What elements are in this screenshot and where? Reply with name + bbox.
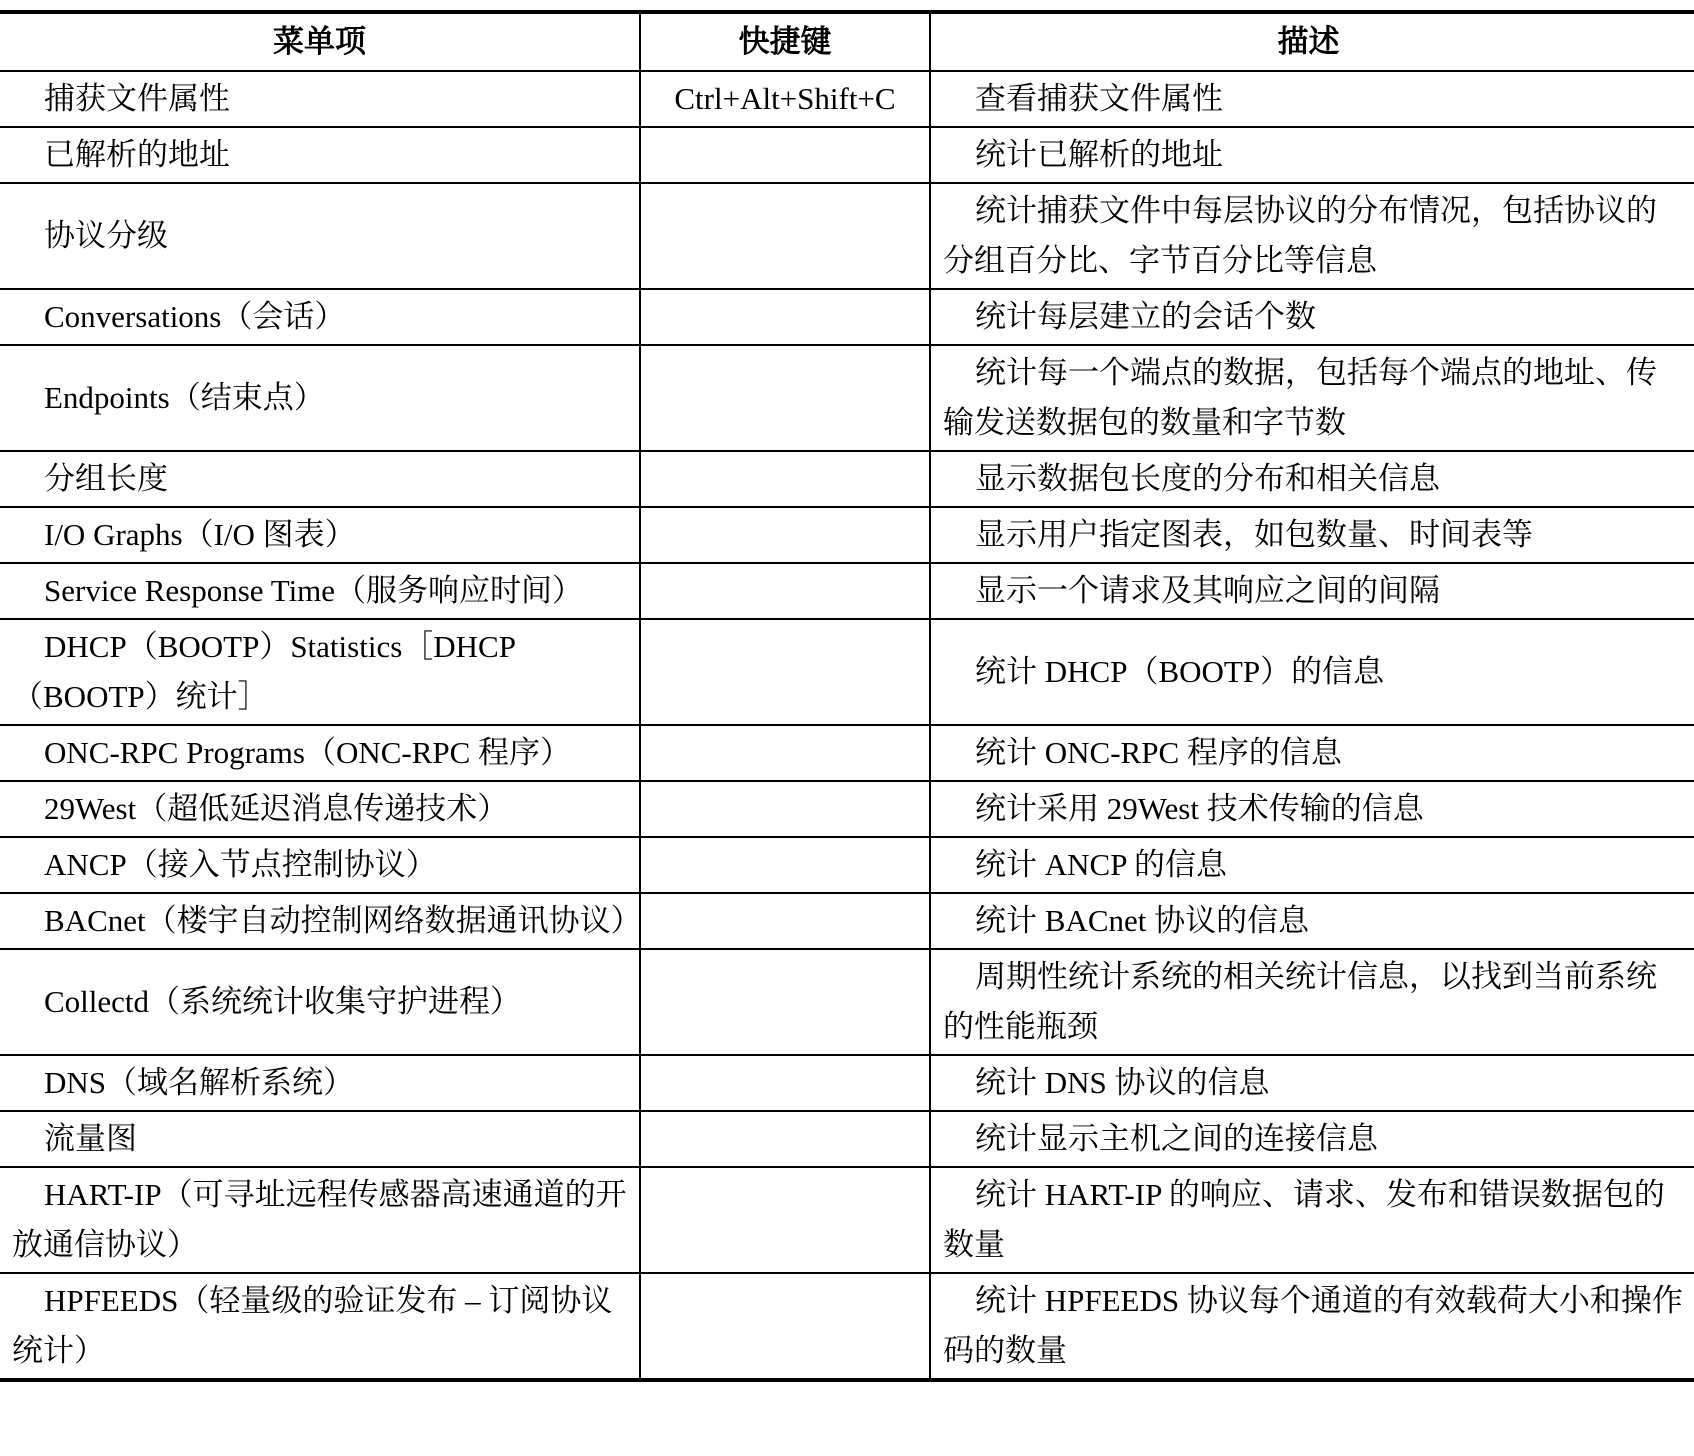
table-row xyxy=(0,893,1694,949)
table-row xyxy=(0,1273,1694,1380)
description-cell: 统计每层建立的会话个数 xyxy=(930,289,1694,345)
table-row xyxy=(0,949,1694,1055)
description-cell: 统计采用 29West 技术传输的信息 xyxy=(930,781,1694,837)
table-row xyxy=(0,1111,1694,1167)
shortcut-cell xyxy=(640,949,930,1055)
shortcut-cell xyxy=(640,345,930,451)
shortcut-cell xyxy=(640,1111,930,1167)
menu-item-cell: 29West（超低延迟消息传递技术） xyxy=(0,781,640,837)
shortcut-cell xyxy=(640,1273,930,1380)
table-header-row xyxy=(0,12,1694,71)
description-cell: 统计每一个端点的数据，包括每个端点的地址、传输发送数据包的数量和字节数 xyxy=(930,345,1694,451)
description-cell: 统计 BACnet 协议的信息 xyxy=(930,893,1694,949)
shortcut-cell xyxy=(640,725,930,781)
description-cell: 统计捕获文件中每层协议的分布情况，包括协议的分组百分比、字节百分比等信息 xyxy=(930,183,1694,289)
table-row xyxy=(0,183,1694,289)
description-cell: 查看捕获文件属性 xyxy=(930,71,1694,127)
menu-item-cell: HPFEEDS（轻量级的验证发布 – 订阅协议统计） xyxy=(0,1273,640,1380)
header-shortcut: 快捷键 xyxy=(640,12,930,71)
menu-item-cell: DNS（域名解析系统） xyxy=(0,1055,640,1111)
table-row xyxy=(0,781,1694,837)
shortcut-cell xyxy=(640,1055,930,1111)
menu-item-cell: BACnet（楼宇自动控制网络数据通讯协议） xyxy=(0,893,640,949)
table-row xyxy=(0,289,1694,345)
table-row xyxy=(0,1167,1694,1273)
header-menu-item: 菜单项 xyxy=(0,12,640,71)
table-row xyxy=(0,1055,1694,1111)
description-cell: 统计已解析的地址 xyxy=(930,127,1694,183)
table-row xyxy=(0,451,1694,507)
menu-item-cell: HART-IP（可寻址远程传感器高速通道的开放通信协议） xyxy=(0,1167,640,1273)
shortcut-cell xyxy=(640,563,930,619)
table-row xyxy=(0,619,1694,725)
description-cell: 统计 ANCP 的信息 xyxy=(930,837,1694,893)
description-cell: 统计 HPFEEDS 协议每个通道的有效载荷大小和操作码的数量 xyxy=(930,1273,1694,1380)
description-cell: 统计 HART-IP 的响应、请求、发布和错误数据包的数量 xyxy=(930,1167,1694,1273)
description-cell: 统计显示主机之间的连接信息 xyxy=(930,1111,1694,1167)
menu-item-cell: ANCP（接入节点控制协议） xyxy=(0,837,640,893)
shortcut-cell xyxy=(640,781,930,837)
table-row xyxy=(0,71,1694,127)
description-cell: 统计 ONC-RPC 程序的信息 xyxy=(930,725,1694,781)
shortcut-cell xyxy=(640,1167,930,1273)
shortcut-cell xyxy=(640,619,930,725)
table-row xyxy=(0,345,1694,451)
menu-item-cell: Endpoints（结束点） xyxy=(0,345,640,451)
shortcut-cell xyxy=(640,893,930,949)
menu-item-cell: 捕获文件属性 xyxy=(0,71,640,127)
menu-item-cell: DHCP（BOOTP）Statistics［DHCP（BOOTP）统计］ xyxy=(0,619,640,725)
table-row xyxy=(0,127,1694,183)
menu-item-cell: Conversations（会话） xyxy=(0,289,640,345)
shortcut-cell xyxy=(640,507,930,563)
table-row xyxy=(0,837,1694,893)
menu-item-cell: 已解析的地址 xyxy=(0,127,640,183)
shortcut-cell: Ctrl+Alt+Shift+C xyxy=(640,71,930,127)
menu-item-cell: I/O Graphs（I/O 图表） xyxy=(0,507,640,563)
description-cell: 显示数据包长度的分布和相关信息 xyxy=(930,451,1694,507)
shortcut-cell xyxy=(640,451,930,507)
menu-item-cell: Service Response Time（服务响应时间） xyxy=(0,563,640,619)
description-cell: 周期性统计系统的相关统计信息，以找到当前系统的性能瓶颈 xyxy=(930,949,1694,1055)
description-cell: 统计 DNS 协议的信息 xyxy=(930,1055,1694,1111)
table-row xyxy=(0,507,1694,563)
shortcut-cell xyxy=(640,183,930,289)
menu-item-cell: ONC-RPC Programs（ONC-RPC 程序） xyxy=(0,725,640,781)
table-row xyxy=(0,563,1694,619)
description-cell: 显示一个请求及其响应之间的间隔 xyxy=(930,563,1694,619)
menu-item-cell: 协议分级 xyxy=(0,183,640,289)
menu-item-cell: Collectd（系统统计收集守护进程） xyxy=(0,949,640,1055)
menu-item-cell: 流量图 xyxy=(0,1111,640,1167)
menu-table xyxy=(0,10,1694,1382)
description-cell: 显示用户指定图表，如包数量、时间表等 xyxy=(930,507,1694,563)
shortcut-cell xyxy=(640,837,930,893)
menu-item-cell: 分组长度 xyxy=(0,451,640,507)
shortcut-cell xyxy=(640,127,930,183)
table-row xyxy=(0,725,1694,781)
header-description: 描述 xyxy=(930,12,1694,71)
description-cell: 统计 DHCP（BOOTP）的信息 xyxy=(930,619,1694,725)
shortcut-cell xyxy=(640,289,930,345)
